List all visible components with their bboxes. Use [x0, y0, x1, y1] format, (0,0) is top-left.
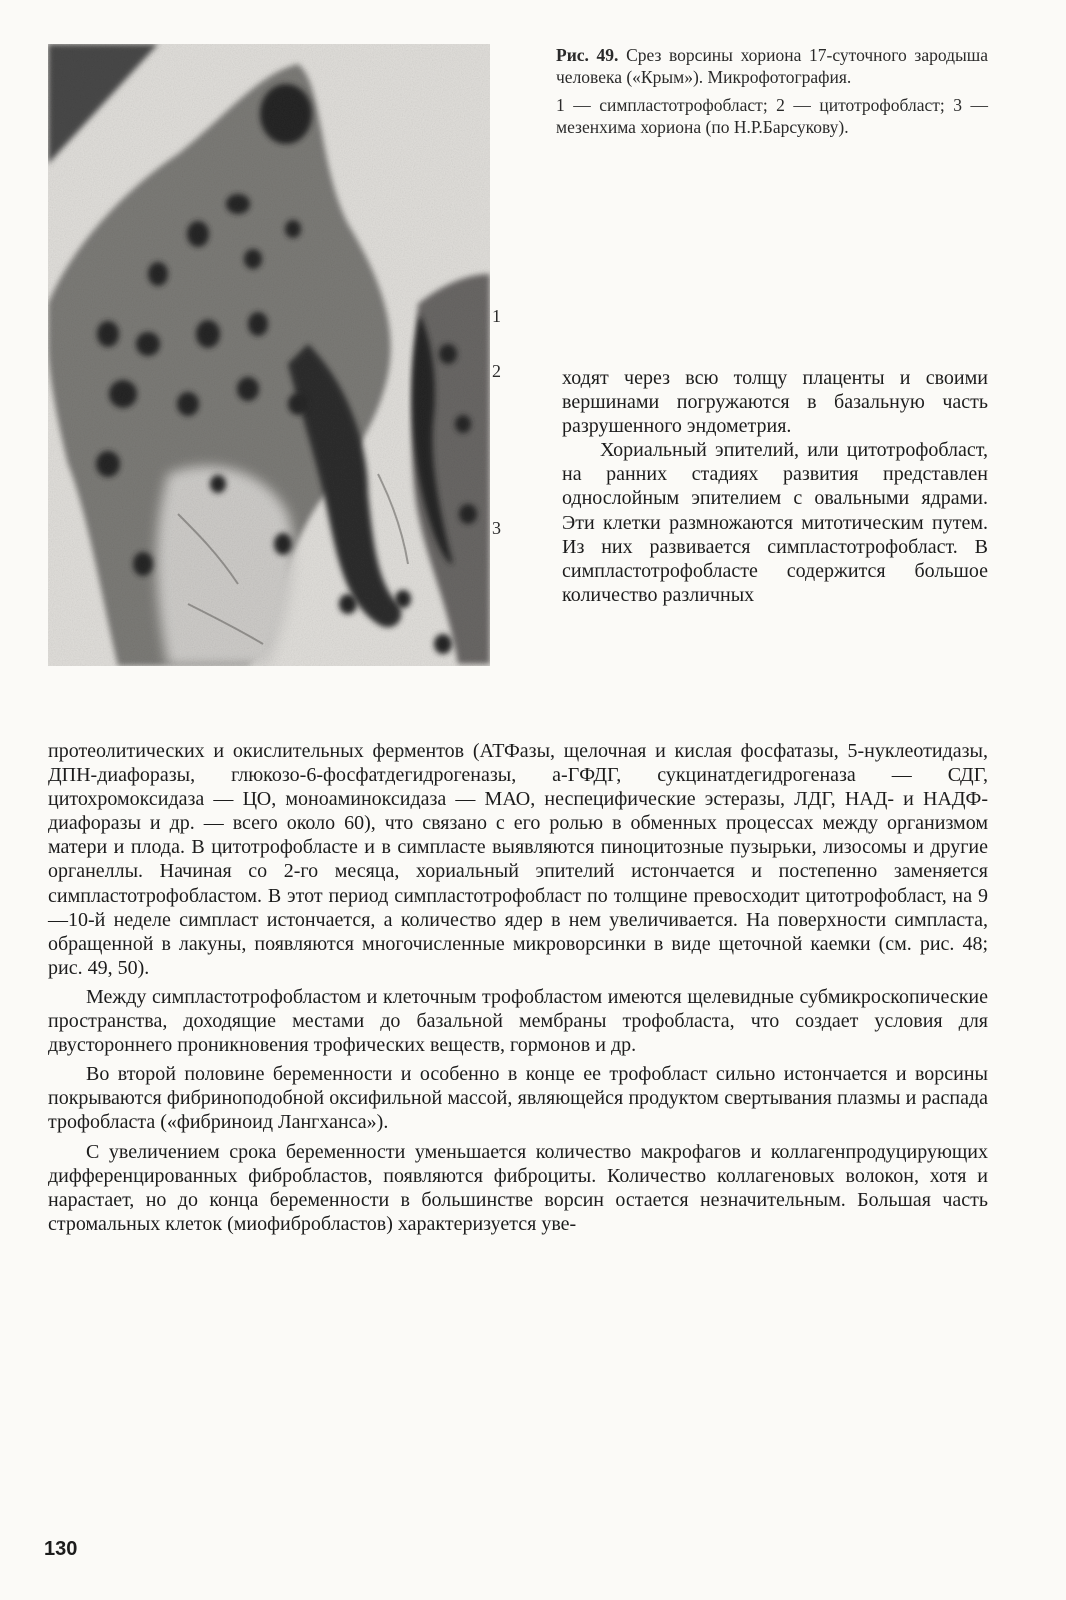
micrograph-image	[48, 44, 490, 666]
body-text	[48, 739, 988, 1241]
figure-caption	[556, 44, 988, 144]
column-paragraph-2: Хориальный эпителий, или цитотрофобласт, на ранних стадиях развития представлен однослойным эпителием с овальными ядрами. Эти клетки размножаются митотическим путем. Из них развивается симпластотрофобласт. В симпластотрофобласте содержится большое количество различных	[562, 439, 988, 606]
micrograph-figure	[48, 44, 490, 666]
column-paragraph-1: ходят через всю толщу плаценты и своими вершинами погружаются в базальную часть разрушенного эндометрия.	[562, 367, 988, 438]
caption-title-line	[556, 44, 988, 88]
figure-label: Рис. 49.	[556, 45, 619, 65]
callout-3: 3	[492, 518, 501, 538]
body-paragraph-2: Между симпластотрофобластом и клеточным трофобластом имеются щелевидные субмикроскопические пространства, доходящие местами до базальной мембраны трофобласта, что создает условия для двустороннего проникновения трофических веществ, гормонов и др.	[48, 985, 988, 1057]
callout-1: 1	[492, 306, 501, 326]
body-paragraph-1: протеолитических и окислительных ферментов (АТФазы, щелочная и кислая фосфатазы, 5-нуклеотидазы, ДПН-диафоразы, глюкозо-6-фосфатдегидрогеназы, а-ГФДГ, сукцинатдегидрогеназа — СДГ, цитохромоксидаза — ЦО, моноаминоксидаза — МАО, неспецифические эстеразы, ЛДГ, НАД- и НАДФ-диафоразы и др. — всего около 60), что связано с его ролью в обменных процессах между организмом матери и плода. В цитотрофобласте и в симпласте выявляются пиноцитозные пузырьки, лизосомы и другие органеллы. Начиная со 2-го месяца, хориальный эпителий истончается и постепенно заменяется симпластотрофобластом. В этот период симпластотрофобласт по толщине превосходит цитотрофобласт, на 9—10-й неделе симпласт истончается, а количество ядер в нем увеличивается. На поверхности симпласта, обращенной в лакуны, появляются многочисленные микроворсинки в виде щеточной каемки (см. рис. 48; рис. 49, 50).	[48, 740, 988, 979]
body-paragraph-4: С увеличением срока беременности уменьшается количество макрофагов и коллагенпродуцирующих дифференцированных фибробластов, появляются фиброциты. Количество коллагеновых волокон, хотя и нарастает, но до конца беременности в большинстве ворсин остается незначительным. Большая часть стромальных клеток (миофибробластов) характеризуется уве-	[48, 1140, 988, 1235]
page-number: 130	[44, 1538, 78, 1560]
callout-2: 2	[492, 361, 501, 381]
body-paragraph-3: Во второй половине беременности и особенно в конце ее трофобласт сильно истончается и ворсины покрываются фибриноподобной оксифильной массой, являющейся продуктом свертывания плазмы и распада трофобласта («фибриноид Лангханса»).	[48, 1063, 988, 1134]
figure-legend: 1 — симпластотрофобласт; 2 — цитотрофобласт; 3 — мезенхима хориона (по Н.Р.Барсукову).	[556, 95, 988, 137]
column-text	[562, 366, 988, 607]
figure-title: Срез ворсины хориона 17-суточного зародыша человека («Крым»). Микрофотография.	[556, 45, 988, 87]
